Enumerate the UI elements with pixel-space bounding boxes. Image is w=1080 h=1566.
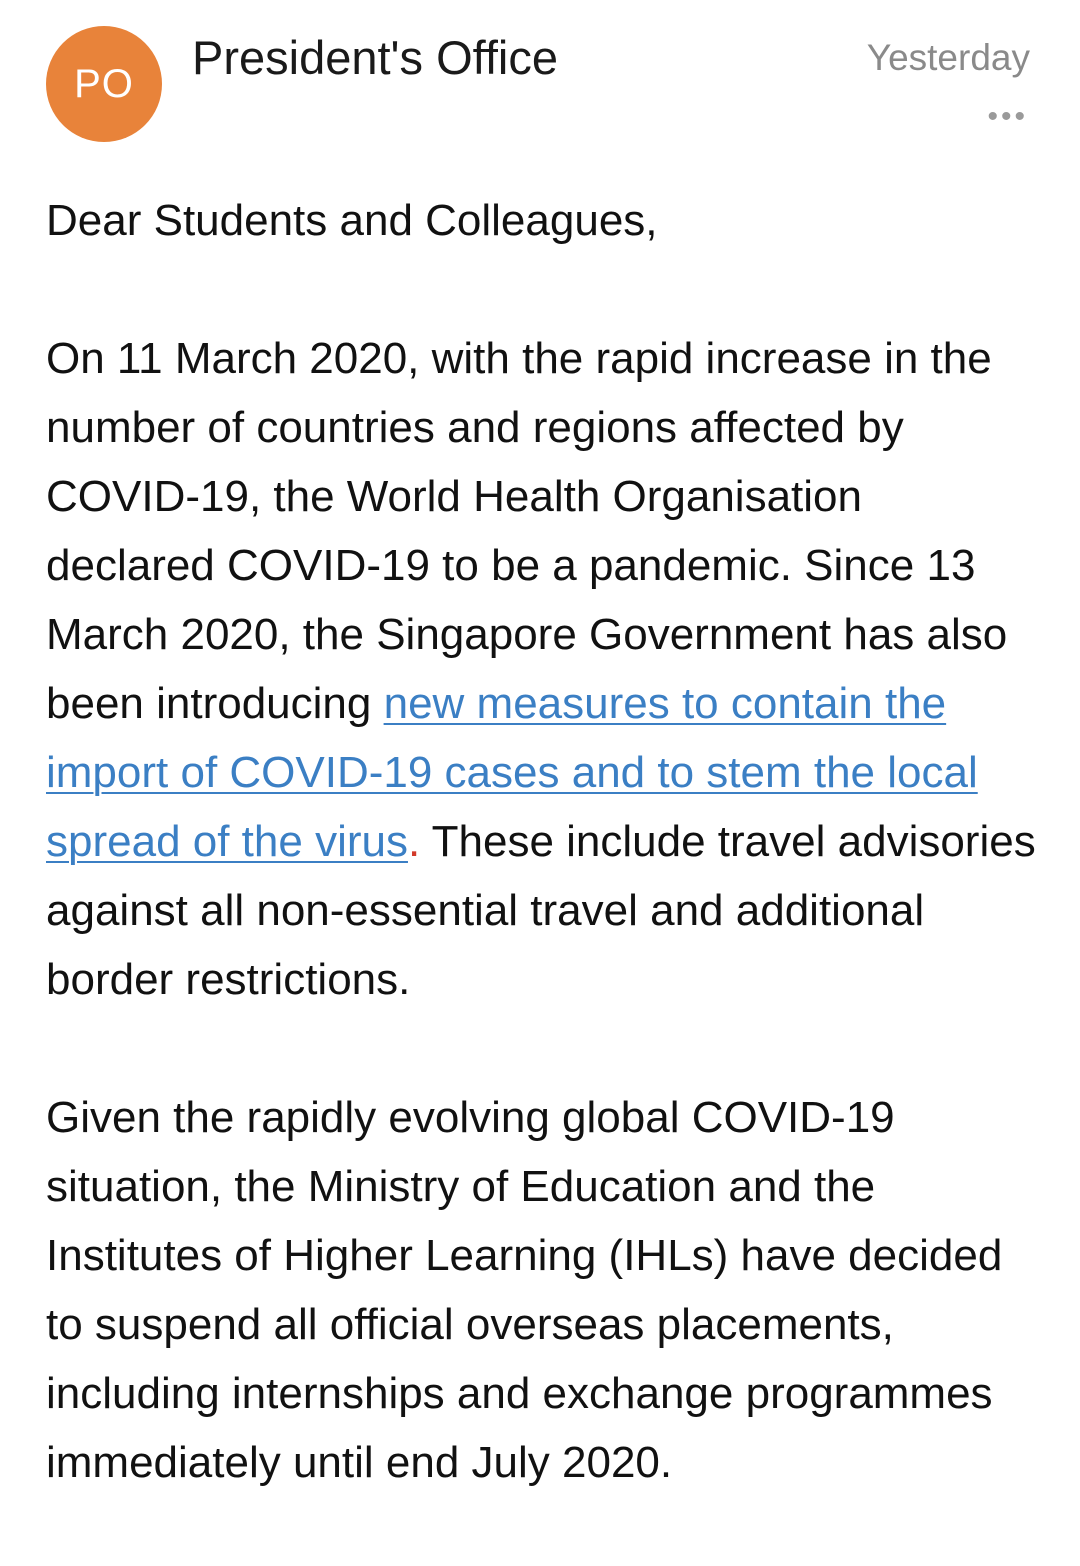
more-horizontal-icon[interactable]: ••• bbox=[987, 100, 1028, 133]
sender-name[interactable]: President's Office bbox=[192, 31, 558, 84]
email-header bbox=[0, 0, 1080, 160]
greeting: Dear Students and Colleagues, bbox=[46, 196, 658, 245]
paragraph-1-text-end: These include travel advisories against all non-essential travel and additional border restrictions. bbox=[46, 817, 1036, 1004]
link-period: . bbox=[407, 817, 421, 866]
email-body bbox=[46, 186, 1036, 1566]
email-date: Yesterday bbox=[866, 37, 1030, 78]
paragraph-1 bbox=[46, 324, 1036, 1014]
paragraph-1-text-start: On 11 March 2020, with the rapid increase in the number of countries and regions affected by COVID-19, the World Health Organisation declared COVID-19 to be a pandemic. Since 13 March 2020, the Singapore Government has also been introducing bbox=[46, 334, 1008, 728]
paragraph-2: Given the rapidly evolving global COVID-19 situation, the Ministry of Education and the Institutes of Higher Learning (IHLs) have decided to suspend all official overseas placements, including internships and exchange programmes immediately until end July 2020. bbox=[46, 1093, 1003, 1487]
sender-avatar[interactable]: PO bbox=[46, 26, 162, 142]
measures-link[interactable]: new measures to contain the import of COVID-19 cases and to stem the local spread of the virus bbox=[46, 679, 978, 866]
